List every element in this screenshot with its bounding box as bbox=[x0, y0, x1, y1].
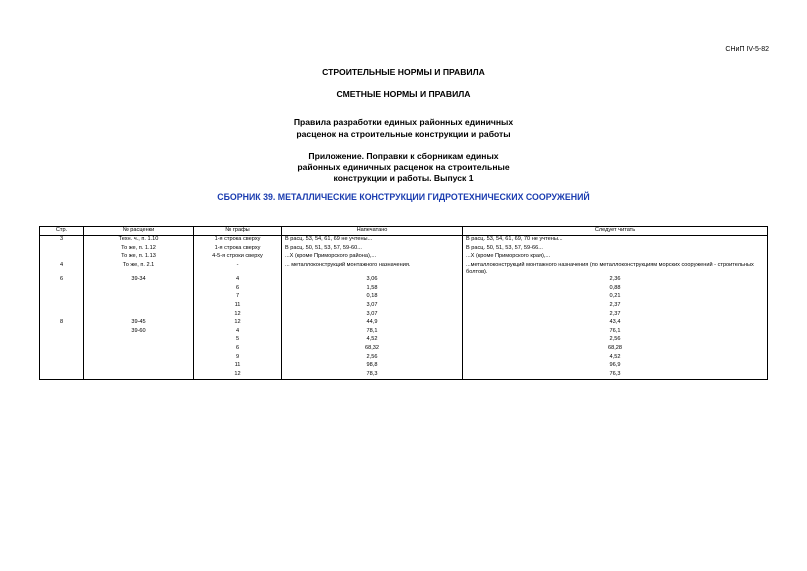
table-row bbox=[40, 236, 768, 245]
cell-column-number: 12 bbox=[194, 371, 282, 380]
cell-should-read: ...Х (кроме Приморского края),... bbox=[463, 253, 768, 262]
cell-page bbox=[40, 371, 84, 380]
cell-page bbox=[40, 328, 84, 337]
cell-should-read: 96,9 bbox=[463, 362, 768, 371]
cell-rate-number bbox=[84, 311, 194, 320]
title-rules bbox=[0, 117, 807, 140]
cell-printed: В расц. 53, 54, 61, 69 не учтены... bbox=[282, 236, 463, 245]
cell-printed: В расц. 50, 51, 53, 57, 59-60... bbox=[282, 245, 463, 254]
cell-rate-number bbox=[84, 371, 194, 380]
section-title: СБОРНИК 39. МЕТАЛЛИЧЕСКИЕ КОНСТРУКЦИИ ГИДРОТЕХНИЧЕСКИХ СООРУЖЕНИЙ bbox=[217, 192, 590, 202]
table-row bbox=[40, 311, 768, 320]
cell-should-read: В расц. 53, 54, 61, 69, 70 не учтены... bbox=[463, 236, 768, 245]
corrections-table bbox=[39, 226, 768, 380]
header-column-number: № графы bbox=[194, 227, 282, 236]
table-row bbox=[40, 262, 768, 276]
cell-page: 8 bbox=[40, 319, 84, 328]
cell-should-read: В расц. 50, 51, 53, 57, 59-66... bbox=[463, 245, 768, 254]
cell-column-number: 6 bbox=[194, 345, 282, 354]
cell-column-number: 4-5-я строки сверху bbox=[194, 253, 282, 262]
cell-page bbox=[40, 293, 84, 302]
table-row bbox=[40, 362, 768, 371]
cell-should-read: 76,1 bbox=[463, 328, 768, 337]
cell-printed: 78,3 bbox=[282, 371, 463, 380]
cell-column-number: 6 bbox=[194, 285, 282, 294]
title-appendix-line-1: Приложение. Поправки к сборникам единых bbox=[308, 151, 499, 161]
cell-printed: 3,07 bbox=[282, 302, 463, 311]
cell-rate-number bbox=[84, 336, 194, 345]
cell-page: 3 bbox=[40, 236, 84, 245]
table-row bbox=[40, 302, 768, 311]
cell-column-number: 7 bbox=[194, 293, 282, 302]
cell-rate-number bbox=[84, 302, 194, 311]
table-row bbox=[40, 354, 768, 363]
cell-page bbox=[40, 362, 84, 371]
table-row bbox=[40, 345, 768, 354]
cell-column-number: 11 bbox=[194, 302, 282, 311]
cell-printed: 3,06 bbox=[282, 276, 463, 285]
title-appendix-line-2: районных единичных расценок на строительные bbox=[297, 162, 510, 172]
title-building-norms: СТРОИТЕЛЬНЫЕ НОРМЫ И ПРАВИЛА bbox=[322, 67, 485, 77]
cell-should-read: 4,52 bbox=[463, 354, 768, 363]
cell-should-read: 0,21 bbox=[463, 293, 768, 302]
cell-printed: 44,9 bbox=[282, 319, 463, 328]
table-header-row bbox=[40, 227, 768, 236]
cell-printed: 98,8 bbox=[282, 362, 463, 371]
cell-should-read: 2,36 bbox=[463, 276, 768, 285]
table-row bbox=[40, 328, 768, 337]
title-estimate-norms: СМЕТНЫЕ НОРМЫ И ПРАВИЛА bbox=[336, 89, 471, 99]
header-should-read: Следует читать bbox=[463, 227, 768, 236]
cell-rate-number bbox=[84, 362, 194, 371]
cell-rate-number: То же, п. 2.1 bbox=[84, 262, 194, 276]
cell-page bbox=[40, 345, 84, 354]
cell-page bbox=[40, 336, 84, 345]
cell-rate-number bbox=[84, 285, 194, 294]
cell-column-number: - bbox=[194, 262, 282, 276]
cell-rate-number: 39-45 bbox=[84, 319, 194, 328]
cell-should-read: 0,88 bbox=[463, 285, 768, 294]
cell-column-number: 5 bbox=[194, 336, 282, 345]
cell-rate-number: Техн. ч., п. 1.10 bbox=[84, 236, 194, 245]
cell-page bbox=[40, 253, 84, 262]
cell-rate-number bbox=[84, 354, 194, 363]
cell-rate-number: То же, п. 1.12 bbox=[84, 245, 194, 254]
cell-should-read: 43,4 bbox=[463, 319, 768, 328]
table-row bbox=[40, 371, 768, 380]
cell-column-number: 1-я строка сверху bbox=[194, 245, 282, 254]
cell-rate-number: То же, п. 1.13 bbox=[84, 253, 194, 262]
cell-should-read: ...металлоконструкций монтажного назначения (по металлоконструкциям морских сооружений - строительных болтов). bbox=[463, 262, 768, 276]
cell-column-number: 12 bbox=[194, 319, 282, 328]
header-rate-number: № расценки bbox=[84, 227, 194, 236]
header-printed: Напечатано bbox=[282, 227, 463, 236]
cell-page bbox=[40, 245, 84, 254]
cell-rate-number bbox=[84, 345, 194, 354]
table-row bbox=[40, 253, 768, 262]
table-row bbox=[40, 319, 768, 328]
cell-page bbox=[40, 302, 84, 311]
cell-should-read: 2,37 bbox=[463, 302, 768, 311]
table-row bbox=[40, 245, 768, 254]
title-appendix-line-3: конструкции и работы. Выпуск 1 bbox=[333, 173, 474, 183]
cell-column-number: 4 bbox=[194, 328, 282, 337]
cell-printed: 2,56 bbox=[282, 354, 463, 363]
cell-column-number: 1-я строка сверху bbox=[194, 236, 282, 245]
cell-page: 6 bbox=[40, 276, 84, 285]
title-appendix bbox=[0, 151, 807, 184]
cell-rate-number bbox=[84, 293, 194, 302]
cell-column-number: 4 bbox=[194, 276, 282, 285]
cell-page bbox=[40, 354, 84, 363]
cell-printed: 4,52 bbox=[282, 336, 463, 345]
cell-page: 4 bbox=[40, 262, 84, 276]
cell-printed: ... металлоконструкций монтажного назначения. bbox=[282, 262, 463, 276]
cell-should-read: 76,3 bbox=[463, 371, 768, 380]
title-rules-line-1: Правила разработки единых районных единичных bbox=[293, 117, 514, 127]
cell-column-number: 11 bbox=[194, 362, 282, 371]
cell-page bbox=[40, 311, 84, 320]
table-row bbox=[40, 276, 768, 285]
cell-printed: 1,58 bbox=[282, 285, 463, 294]
cell-should-read: 2,56 bbox=[463, 336, 768, 345]
cell-printed: 68,32 bbox=[282, 345, 463, 354]
document-code: СНиП IV-5-82 bbox=[725, 46, 769, 53]
cell-rate-number: 39-60 bbox=[84, 328, 194, 337]
table-row bbox=[40, 293, 768, 302]
cell-printed: 78,1 bbox=[282, 328, 463, 337]
cell-printed: 3,07 bbox=[282, 311, 463, 320]
title-rules-line-2: расценок на строительные конструкции и работы bbox=[296, 128, 511, 139]
cell-printed: ...Х (кроме Приморского района),... bbox=[282, 253, 463, 262]
table-row bbox=[40, 336, 768, 345]
cell-should-read: 68,28 bbox=[463, 345, 768, 354]
cell-column-number: 9 bbox=[194, 354, 282, 363]
cell-rate-number: 39-34 bbox=[84, 276, 194, 285]
cell-column-number: 12 bbox=[194, 311, 282, 320]
cell-should-read: 2,37 bbox=[463, 311, 768, 320]
table-row bbox=[40, 285, 768, 294]
cell-page bbox=[40, 285, 84, 294]
header-page: Стр. bbox=[40, 227, 84, 236]
cell-printed: 0,18 bbox=[282, 293, 463, 302]
